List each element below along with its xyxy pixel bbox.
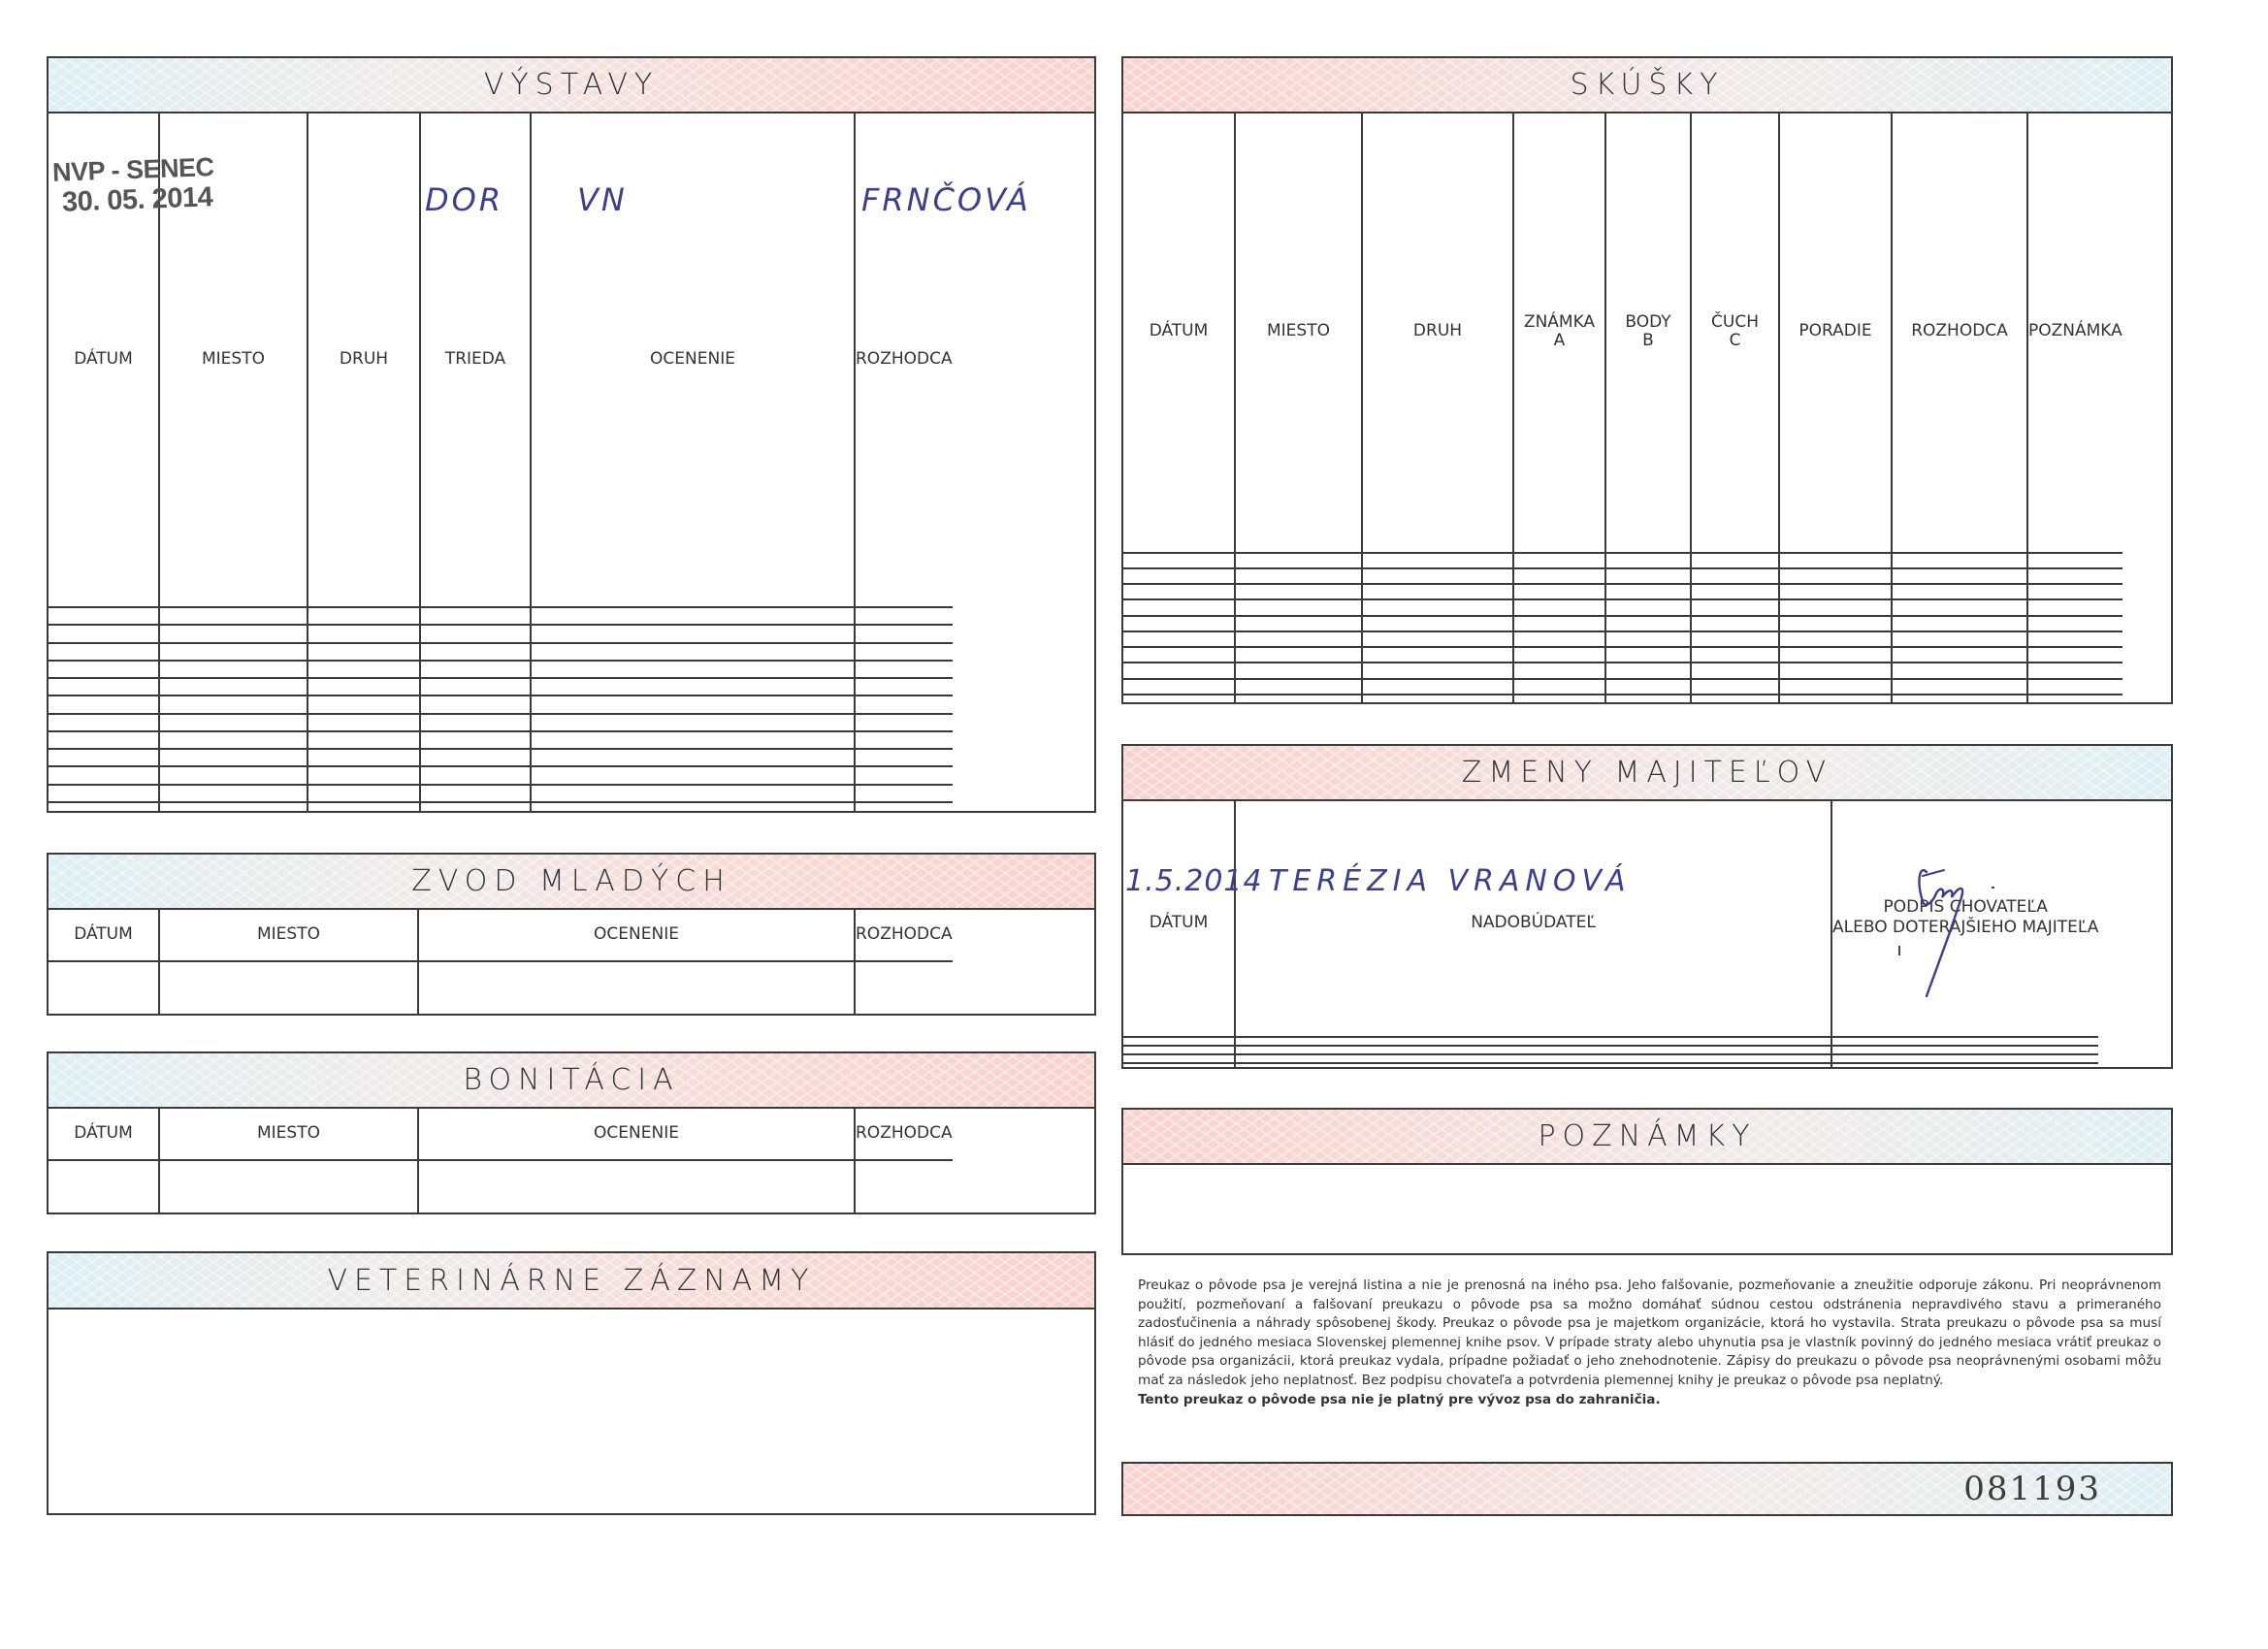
cell-rozhodca[interactable]	[1892, 616, 2027, 631]
cell-miesto[interactable]	[1235, 599, 1362, 615]
cell-poznamka[interactable]	[2027, 679, 2122, 695]
cell-rozhodca[interactable]	[1892, 568, 2027, 584]
cell-ocenenie[interactable]	[531, 695, 855, 713]
cell-datum[interactable]	[49, 961, 159, 1014]
cell-cuch[interactable]	[1691, 599, 1779, 615]
cell-znamka[interactable]	[1513, 568, 1605, 584]
skusky-table	[1123, 112, 2122, 702]
table-row	[1123, 647, 2122, 663]
zvod-title-band	[49, 855, 1094, 910]
cell-rozhodca[interactable]	[855, 661, 953, 678]
cell-druh[interactable]	[308, 714, 420, 731]
table-row	[49, 643, 953, 661]
cell-znamka[interactable]	[1513, 647, 1605, 663]
cell-cuch[interactable]	[1691, 679, 1779, 695]
cell-rozhodca[interactable]	[855, 731, 953, 749]
column-header-sublabel: C	[1729, 330, 1741, 350]
cell-poznamka[interactable]	[2027, 663, 2122, 678]
skusky-title-band	[1123, 58, 2171, 113]
cell-datum[interactable]	[1123, 1037, 1235, 1046]
cell-poradie[interactable]	[1779, 631, 1892, 647]
cell-znamka[interactable]	[1513, 695, 1605, 702]
cell-miesto[interactable]	[1235, 568, 1362, 584]
cell-miesto[interactable]	[1235, 584, 1362, 599]
stamp-place: NVP - SENEC	[51, 152, 215, 187]
cell-body[interactable]	[1605, 631, 1691, 647]
cell-poznamka[interactable]	[2027, 599, 2122, 615]
zvod-header-row	[49, 908, 953, 961]
cell-druh[interactable]	[308, 678, 420, 695]
cell-podpis[interactable]	[1831, 1046, 2098, 1054]
cell-miesto[interactable]	[159, 695, 308, 713]
cell-poznamka[interactable]	[2027, 695, 2122, 702]
cell-znamka[interactable]	[1513, 679, 1605, 695]
cell-druh[interactable]	[1362, 553, 1513, 568]
cell-trieda[interactable]	[420, 802, 531, 811]
cell-druh[interactable]	[308, 802, 420, 811]
column-header-druh	[1362, 112, 1513, 553]
table-row	[49, 661, 953, 678]
cell-body[interactable]	[1605, 616, 1691, 631]
table-row	[49, 678, 953, 695]
cell-znamka[interactable]	[1513, 553, 1605, 568]
cell-druh[interactable]	[308, 766, 420, 784]
zvod-table	[49, 908, 953, 1014]
cell-miesto[interactable]	[159, 714, 308, 731]
column-header-datum: DÁTUM	[49, 112, 159, 607]
stamp-date: 30. 05. 2014	[61, 181, 213, 218]
cell-rozhodca[interactable]	[855, 766, 953, 784]
table-row	[49, 961, 953, 1014]
cell-druh[interactable]	[1362, 568, 1513, 584]
cell-trieda[interactable]	[420, 785, 531, 802]
zvod-section	[47, 853, 1096, 1016]
table-row	[1123, 599, 2122, 615]
cell-poznamka[interactable]	[2027, 631, 2122, 647]
cell-rozhodca[interactable]	[1892, 663, 2027, 678]
cell-poznamka[interactable]	[2027, 553, 2122, 568]
column-header-label: BODY	[1625, 311, 1671, 332]
column-header-trieda: TRIEDA	[420, 112, 531, 607]
cell-rozhodca[interactable]	[1892, 695, 2027, 702]
column-header-poradie	[1779, 112, 1892, 553]
column-header-datum: DÁTUM	[49, 1107, 159, 1160]
entry-rozhodca: FRNČOVÁ	[861, 181, 1031, 218]
zvod-title: ZVOD MLADÝCH	[411, 864, 731, 898]
skusky-section	[1121, 56, 2173, 704]
cell-poznamka[interactable]	[2027, 647, 2122, 663]
cell-znamka[interactable]	[1513, 631, 1605, 647]
cell-poradie[interactable]	[1779, 568, 1892, 584]
cell-miesto[interactable]	[1235, 616, 1362, 631]
cell-datum[interactable]	[1123, 553, 1235, 568]
column-header-label: DÁTUM	[1149, 321, 1209, 341]
cell-datum[interactable]	[49, 678, 159, 695]
table-row	[49, 749, 953, 766]
cell-poradie[interactable]	[1779, 553, 1892, 568]
poznamky-section	[1121, 1108, 2173, 1255]
cell-datum[interactable]	[49, 625, 159, 642]
cell-miesto[interactable]	[159, 607, 308, 625]
cell-druh[interactable]	[1362, 663, 1513, 678]
cell-ocenenie[interactable]	[531, 625, 855, 642]
table-row	[1123, 616, 2122, 631]
cell-poradie[interactable]	[1779, 663, 1892, 678]
cell-rozhodca[interactable]	[855, 785, 953, 802]
skusky-title: SKÚŠKY	[1570, 68, 1725, 102]
table-row	[1123, 663, 2122, 678]
cell-nadobudatel[interactable]	[1235, 1063, 1831, 1067]
cell-datum[interactable]	[49, 643, 159, 661]
cell-miesto[interactable]	[159, 749, 308, 766]
column-header-ocenenie: OCENENIE	[531, 112, 855, 607]
zmeny-title: ZMENY MAJITEĽOV	[1461, 756, 1833, 790]
cell-poznamka[interactable]	[2027, 616, 2122, 631]
cell-trieda[interactable]	[420, 714, 531, 731]
table-row	[1123, 1063, 2098, 1067]
cell-ocenenie[interactable]	[418, 1160, 855, 1212]
cell-druh[interactable]	[308, 643, 420, 661]
cell-datum[interactable]	[1123, 663, 1235, 678]
table-row	[1123, 631, 2122, 647]
podpis-label-line1: PODPIS CHOVATEĽA	[1883, 897, 2048, 918]
cell-miesto[interactable]	[159, 802, 308, 811]
cell-datum[interactable]	[1123, 599, 1235, 615]
column-header-ocenenie: OCENENIE	[418, 1107, 855, 1160]
veterinarne-section	[47, 1251, 1096, 1515]
cell-cuch[interactable]	[1691, 631, 1779, 647]
table-row	[49, 785, 953, 802]
cell-rozhodca[interactable]	[1892, 584, 2027, 599]
cell-cuch[interactable]	[1691, 616, 1779, 631]
column-header-label: MIESTO	[1267, 321, 1330, 341]
vystavy-title: VÝSTAVY	[483, 68, 660, 102]
cell-miesto[interactable]	[1235, 631, 1362, 647]
cell-ocenenie[interactable]	[531, 643, 855, 661]
cell-datum[interactable]	[49, 766, 159, 784]
cell-ocenenie[interactable]	[531, 678, 855, 695]
cell-datum[interactable]	[1123, 631, 1235, 647]
veterinarne-records-area[interactable]	[49, 1310, 1094, 1513]
cell-rozhodca[interactable]	[855, 802, 953, 811]
table-row	[1123, 1054, 2098, 1063]
column-header-znamka	[1513, 112, 1605, 553]
poznamky-title-band	[1123, 1110, 2171, 1165]
cell-miesto[interactable]	[159, 961, 418, 1014]
cell-miesto[interactable]	[159, 1160, 418, 1212]
column-header-druh: DRUH	[308, 112, 420, 607]
table-row	[1123, 568, 2122, 584]
cell-datum[interactable]	[1123, 695, 1235, 702]
bonitacia-section	[47, 1051, 1096, 1214]
cell-rozhodca[interactable]	[1892, 631, 2027, 647]
column-header-rozhodca: ROZHODCA	[855, 908, 953, 961]
column-header-miesto: MIESTO	[159, 112, 308, 607]
bonitacia-table	[49, 1107, 953, 1212]
cell-datum[interactable]	[1123, 1054, 1235, 1063]
table-row	[49, 607, 953, 625]
entry-ocenenie: VN	[577, 181, 628, 218]
cell-miesto[interactable]	[1235, 663, 1362, 678]
cell-poradie[interactable]	[1779, 599, 1892, 615]
cell-miesto[interactable]	[1235, 695, 1362, 702]
cell-trieda[interactable]	[420, 607, 531, 625]
cell-poradie[interactable]	[1779, 647, 1892, 663]
cell-datum[interactable]	[1123, 584, 1235, 599]
cell-trieda[interactable]	[420, 749, 531, 766]
cell-trieda[interactable]	[420, 643, 531, 661]
table-row	[49, 695, 953, 713]
entry-nadobudatel: TERÉZIA VRANOVÁ	[1269, 864, 1632, 898]
serial-number: 081193	[1963, 1470, 2101, 1508]
poznamky-title: POZNÁMKY	[1538, 1119, 1757, 1153]
cell-druh[interactable]	[308, 607, 420, 625]
cell-body[interactable]	[1605, 553, 1691, 568]
cell-druh[interactable]	[1362, 647, 1513, 663]
cell-ocenenie[interactable]	[531, 766, 855, 784]
cell-nadobudatel[interactable]	[1235, 1046, 1831, 1054]
cell-datum[interactable]	[49, 695, 159, 713]
cell-rozhodca[interactable]	[1892, 647, 2027, 663]
cell-datum[interactable]	[49, 607, 159, 625]
cell-nadobudatel[interactable]	[1235, 1054, 1831, 1063]
table-row	[49, 766, 953, 784]
cell-body[interactable]	[1605, 679, 1691, 695]
column-header-rozhodca: ROZHODCA	[855, 112, 953, 607]
entry-trieda: DOR	[425, 181, 504, 218]
cell-ocenenie[interactable]	[531, 785, 855, 802]
cell-poznamka[interactable]	[2027, 568, 2122, 584]
bonitacia-header-row	[49, 1107, 953, 1160]
skusky-header-row	[1123, 112, 2122, 553]
table-row	[1123, 1046, 2098, 1054]
cell-druh[interactable]	[308, 661, 420, 678]
column-header-label: PORADIE	[1798, 321, 1872, 341]
cell-ocenenie[interactable]	[531, 661, 855, 678]
column-header-miesto: MIESTO	[159, 908, 418, 961]
column-header-rozhodca: ROZHODCA	[855, 1107, 953, 1160]
cell-rozhodca[interactable]	[855, 643, 953, 661]
cell-rozhodca[interactable]	[855, 607, 953, 625]
bonitacia-title-band	[49, 1053, 1094, 1109]
cell-body[interactable]	[1605, 695, 1691, 702]
column-header-datum: DÁTUM	[1123, 799, 1235, 1037]
legal-notice	[1138, 1277, 2161, 1409]
cell-datum[interactable]	[49, 802, 159, 811]
cell-ocenenie[interactable]	[531, 749, 855, 766]
column-header-poznamka	[2027, 112, 2122, 553]
legal-notice-export-warning: Tento preukaz o pôvode psa nie je platný pre vývoz psa do zahraničia.	[1138, 1391, 1661, 1407]
cell-poradie[interactable]	[1779, 584, 1892, 599]
table-row	[49, 1160, 953, 1212]
cell-trieda[interactable]	[420, 766, 531, 784]
cell-miesto[interactable]	[159, 678, 308, 695]
cell-trieda[interactable]	[420, 731, 531, 749]
cell-miesto[interactable]	[159, 625, 308, 642]
cell-podpis[interactable]	[1831, 1054, 2098, 1063]
cell-miesto[interactable]	[1235, 679, 1362, 695]
owner-signature	[1890, 855, 2025, 1010]
cell-rozhodca[interactable]	[855, 625, 953, 642]
cell-datum[interactable]	[49, 749, 159, 766]
cell-datum[interactable]	[49, 661, 159, 678]
cell-druh[interactable]	[308, 695, 420, 713]
table-row	[49, 802, 953, 811]
cell-miesto[interactable]	[159, 731, 308, 749]
poznamky-notes-area[interactable]	[1123, 1165, 2171, 1253]
cell-datum[interactable]	[1123, 616, 1235, 631]
column-header-sublabel: B	[1642, 330, 1654, 350]
table-row	[49, 714, 953, 731]
column-header-ocenenie: OCENENIE	[418, 908, 855, 961]
column-header-sublabel: A	[1553, 330, 1566, 350]
table-row	[1123, 584, 2122, 599]
cell-cuch[interactable]	[1691, 647, 1779, 663]
cell-miesto[interactable]	[1235, 553, 1362, 568]
zmeny-title-band	[1123, 746, 2171, 801]
column-header-nadobudatel: NADOBÚDATEĽ	[1235, 799, 1831, 1037]
cell-rozhodca[interactable]	[855, 695, 953, 713]
cell-druh[interactable]	[1362, 631, 1513, 647]
column-header-label: ČUCH	[1711, 311, 1759, 332]
legal-notice-text: Preukaz o pôvode psa je verejná listina a nie je prenosná na iného psa. Jeho falšovanie, pozmeňovanie a zneužitie odporuje zákonu. Pri neoprávnenom použití, pozmeňovaní a falšovaní preukazu o pôvode psa sa možno domáhať súdnou cestou odstránenia nepravdivého stavu a primeraného zadosťučinenia a náhrady spôsobenej škody. Preukaz o pôvode psa je majetkom organizácie, ktorá ho vystavila. Strata preukazu o pôvode psa sa musí hlásiť do jedného mesiaca Slovenskej plemennej knihe psov. V prípade straty alebo uhynutia psa je vlastník povinný do jedného mesiaca vrátiť preukaz o pôvode psa organizácii, ktorá preukaz vydala, prípadne požiadať o jeho znehodnotenie. Zápisy do preukazu o pôvode psa neoprávnenými osobami môžu mať za následok jeho neplatnosť. Bez podpisu chovateľa a potvrdenia plemennej knihy je preukaz o pôvode psa neplatný.	[1138, 1277, 2161, 1388]
column-header-datum: DÁTUM	[49, 908, 159, 961]
table-row	[1123, 553, 2122, 568]
column-header-label: DRUH	[1412, 321, 1463, 341]
cell-datum[interactable]	[1123, 1063, 1235, 1067]
cell-ocenenie[interactable]	[531, 802, 855, 811]
cell-body[interactable]	[1605, 663, 1691, 678]
cell-datum[interactable]	[49, 785, 159, 802]
vystavy-section	[47, 56, 1096, 813]
cell-rozhodca[interactable]	[855, 714, 953, 731]
cell-rozhodca[interactable]	[1892, 679, 2027, 695]
column-header-datum	[1123, 112, 1235, 553]
column-header-label: ZNÁMKA	[1523, 311, 1596, 332]
table-row	[1123, 679, 2122, 695]
cell-druh[interactable]	[1362, 695, 1513, 702]
cell-druh[interactable]	[308, 749, 420, 766]
cell-datum[interactable]	[49, 714, 159, 731]
column-header-cuch	[1691, 112, 1779, 553]
cell-druh[interactable]	[308, 625, 420, 642]
cell-znamka[interactable]	[1513, 663, 1605, 678]
cell-datum[interactable]	[1123, 1046, 1235, 1054]
cell-rozhodca[interactable]	[1892, 599, 2027, 615]
cell-datum[interactable]	[1123, 647, 1235, 663]
cell-cuch[interactable]	[1691, 663, 1779, 678]
cell-body[interactable]	[1605, 599, 1691, 615]
cell-miesto[interactable]	[159, 643, 308, 661]
cell-miesto[interactable]	[159, 785, 308, 802]
cell-cuch[interactable]	[1691, 695, 1779, 702]
veterinarne-title-band	[49, 1253, 1094, 1310]
cell-rozhodca[interactable]	[855, 749, 953, 766]
cell-trieda[interactable]	[420, 678, 531, 695]
cell-datum[interactable]	[1123, 568, 1235, 584]
cell-znamka[interactable]	[1513, 616, 1605, 631]
cell-miesto[interactable]	[1235, 647, 1362, 663]
podpis-label-line2: ALEBO DOTERAJŠIEHO MAJITEĽA	[1832, 918, 2099, 938]
cell-poradie[interactable]	[1779, 695, 1892, 702]
table-row	[1123, 1037, 2098, 1046]
cell-datum[interactable]	[49, 1160, 159, 1212]
cell-rozhodca[interactable]	[855, 1160, 953, 1212]
cell-cuch[interactable]	[1691, 568, 1779, 584]
vystavy-title-band	[49, 58, 1094, 113]
bonitacia-title: BONITÁCIA	[463, 1063, 680, 1097]
cell-znamka[interactable]	[1513, 584, 1605, 599]
column-header-body	[1605, 112, 1691, 553]
cell-ocenenie[interactable]	[531, 731, 855, 749]
cell-miesto[interactable]	[159, 766, 308, 784]
zmeny-section	[1121, 744, 2173, 1069]
cell-druh[interactable]	[1362, 679, 1513, 695]
cell-znamka[interactable]	[1513, 599, 1605, 615]
column-header-miesto: MIESTO	[159, 1107, 418, 1160]
cell-poznamka[interactable]	[2027, 584, 2122, 599]
cell-druh[interactable]	[1362, 599, 1513, 615]
cell-podpis[interactable]	[1831, 1063, 2098, 1067]
cell-ocenenie[interactable]	[531, 607, 855, 625]
table-row	[49, 731, 953, 749]
cell-miesto[interactable]	[159, 661, 308, 678]
cell-datum[interactable]	[49, 731, 159, 749]
table-row	[49, 625, 953, 642]
cell-trieda[interactable]	[420, 625, 531, 642]
cell-rozhodca[interactable]	[855, 678, 953, 695]
column-header-rozhodca	[1892, 112, 2027, 553]
cell-body[interactable]	[1605, 568, 1691, 584]
cell-cuch[interactable]	[1691, 584, 1779, 599]
cell-druh[interactable]	[308, 731, 420, 749]
cell-trieda[interactable]	[420, 695, 531, 713]
column-header-label: POZNÁMKA	[2028, 321, 2122, 341]
cell-trieda[interactable]	[420, 661, 531, 678]
cell-ocenenie[interactable]	[418, 961, 855, 1014]
entry-datum: 1.5.2014	[1125, 864, 1263, 898]
cell-druh[interactable]	[1362, 584, 1513, 599]
cell-ocenenie[interactable]	[531, 714, 855, 731]
cell-body[interactable]	[1605, 584, 1691, 599]
table-row	[1123, 695, 2122, 702]
cell-rozhodca[interactable]	[1892, 553, 2027, 568]
cell-podpis[interactable]	[1831, 1037, 2098, 1046]
cell-poradie[interactable]	[1779, 616, 1892, 631]
cell-rozhodca[interactable]	[855, 961, 953, 1014]
column-header-miesto	[1235, 112, 1362, 553]
cell-datum[interactable]	[1123, 679, 1235, 695]
cell-druh[interactable]	[1362, 616, 1513, 631]
cell-druh[interactable]	[308, 785, 420, 802]
cell-nadobudatel[interactable]	[1235, 1037, 1831, 1046]
column-header-label: ROZHODCA	[1911, 321, 2008, 341]
veterinarne-title: VETERINÁRNE ZÁZNAMY	[327, 1263, 816, 1298]
serial-number-box	[1121, 1462, 2173, 1516]
cell-poradie[interactable]	[1779, 679, 1892, 695]
cell-body[interactable]	[1605, 647, 1691, 663]
cell-cuch[interactable]	[1691, 553, 1779, 568]
